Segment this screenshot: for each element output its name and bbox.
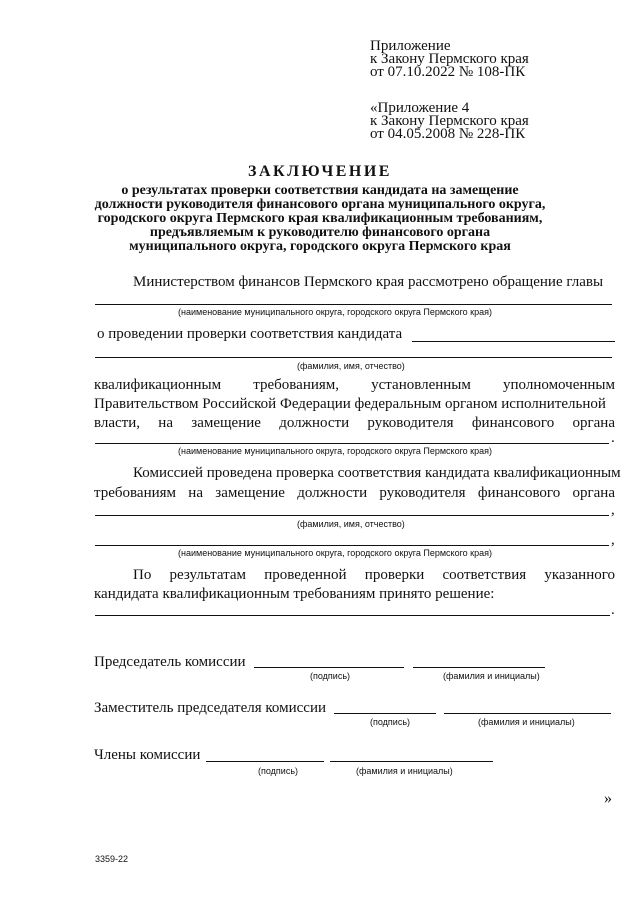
p1-line-2: о проведении проверки соответствия кандидата: [97, 326, 403, 342]
p1-line-5: власти, на замещение должности руководителя финансового органа: [94, 415, 615, 431]
members-signature-line: [206, 761, 324, 762]
document-title: ЗАКЛЮЧЕНИЕ: [248, 163, 392, 180]
members-caption-initials: (фамилия и инициалы): [356, 766, 453, 776]
decision-fill-line: [95, 615, 610, 616]
chair-label: Председатель комиссии: [94, 654, 246, 670]
caption-municipality-2: (наименование муниципального округа, городского округа Пермского края): [178, 446, 492, 456]
caption-municipality-1: (наименование муниципального округа, городского округа Пермского края): [178, 307, 492, 317]
p1-line-1: Министерством финансов Пермского края рассмотрено обращение главы: [133, 274, 604, 290]
appendix-line-3: от 07.10.2022 № 108-ПК: [370, 64, 526, 80]
subtitle-line-2: должности руководителя финансового органа муниципального округа,: [94, 197, 546, 212]
closing-quote: »: [604, 790, 612, 807]
deputy-signature-line: [334, 713, 436, 714]
chair-signature-line: [254, 667, 404, 668]
p2-line-1: Комиссией проведена проверка соответствия кандидата квалификационным: [133, 465, 621, 481]
chair-caption-signature: (подпись): [310, 671, 351, 681]
subtitle-line-3: городского округа Пермского края квалификационным требованиям,: [97, 211, 543, 226]
candidate-fill-line-b: [95, 357, 612, 358]
period-mark: .: [611, 430, 615, 446]
chair-name-line: [413, 667, 545, 668]
subtitle-line-1: о результатах проверки соответствия кандидата на замещение: [121, 183, 519, 198]
deputy-caption-initials: (фамилия и инициалы): [478, 717, 575, 727]
deputy-name-line: [444, 713, 611, 714]
deputy-label: Заместитель председателя комиссии: [94, 700, 327, 716]
members-name-line: [330, 761, 493, 762]
subtitle-line-4: предъявляемым к руководителю финансового органа: [149, 225, 491, 240]
ref-line-2: к Закону Пермского края: [370, 113, 529, 129]
p3-line-2: кандидата квалификационным требованиям принято решение:: [94, 586, 495, 602]
subtitle-line-5: муниципального округа, городского округа Пермского края: [129, 239, 511, 254]
appendix-line-1: Приложение: [370, 38, 451, 54]
ref-line-1: «Приложение 4: [370, 100, 470, 116]
document-code: 3359-22: [95, 854, 129, 864]
candidate-fill-line-a: [412, 341, 615, 342]
chair-caption-initials: (фамилия и инициалы): [443, 671, 540, 681]
p1-line-3: квалификационным требованиям, установленным уполномоченным: [94, 377, 615, 393]
fio-fill-line-2: [95, 515, 609, 516]
municipality-fill-line-2: [95, 443, 609, 444]
members-label: Члены комиссии: [94, 747, 201, 763]
municipality-fill-line-3: [95, 545, 609, 546]
members-caption-signature: (подпись): [258, 766, 299, 776]
p1-line-4: Правительством Российской Федерации федеральным органом исполнительной: [94, 396, 606, 412]
appendix-line-2: к Закону Пермского края: [370, 51, 529, 67]
municipality-fill-line-1: [95, 304, 612, 305]
p3-line-1: По результатам проведенной проверки соответствия указанного: [133, 567, 615, 583]
ref-line-3: от 04.05.2008 № 228-ПК: [370, 126, 526, 142]
caption-municipality-3: (наименование муниципального округа, городского округа Пермского края): [178, 548, 492, 558]
comma-mark-1: ,: [611, 502, 615, 518]
deputy-caption-signature: (подпись): [370, 717, 411, 727]
p2-line-2: требованиям на замещение должности руководителя финансового органа: [94, 485, 615, 501]
caption-fio-2: (фамилия, имя, отчество): [297, 519, 405, 529]
comma-mark-2: ,: [611, 532, 615, 548]
caption-fio-1: (фамилия, имя, отчество): [297, 361, 405, 371]
period-mark-2: .: [611, 602, 615, 618]
